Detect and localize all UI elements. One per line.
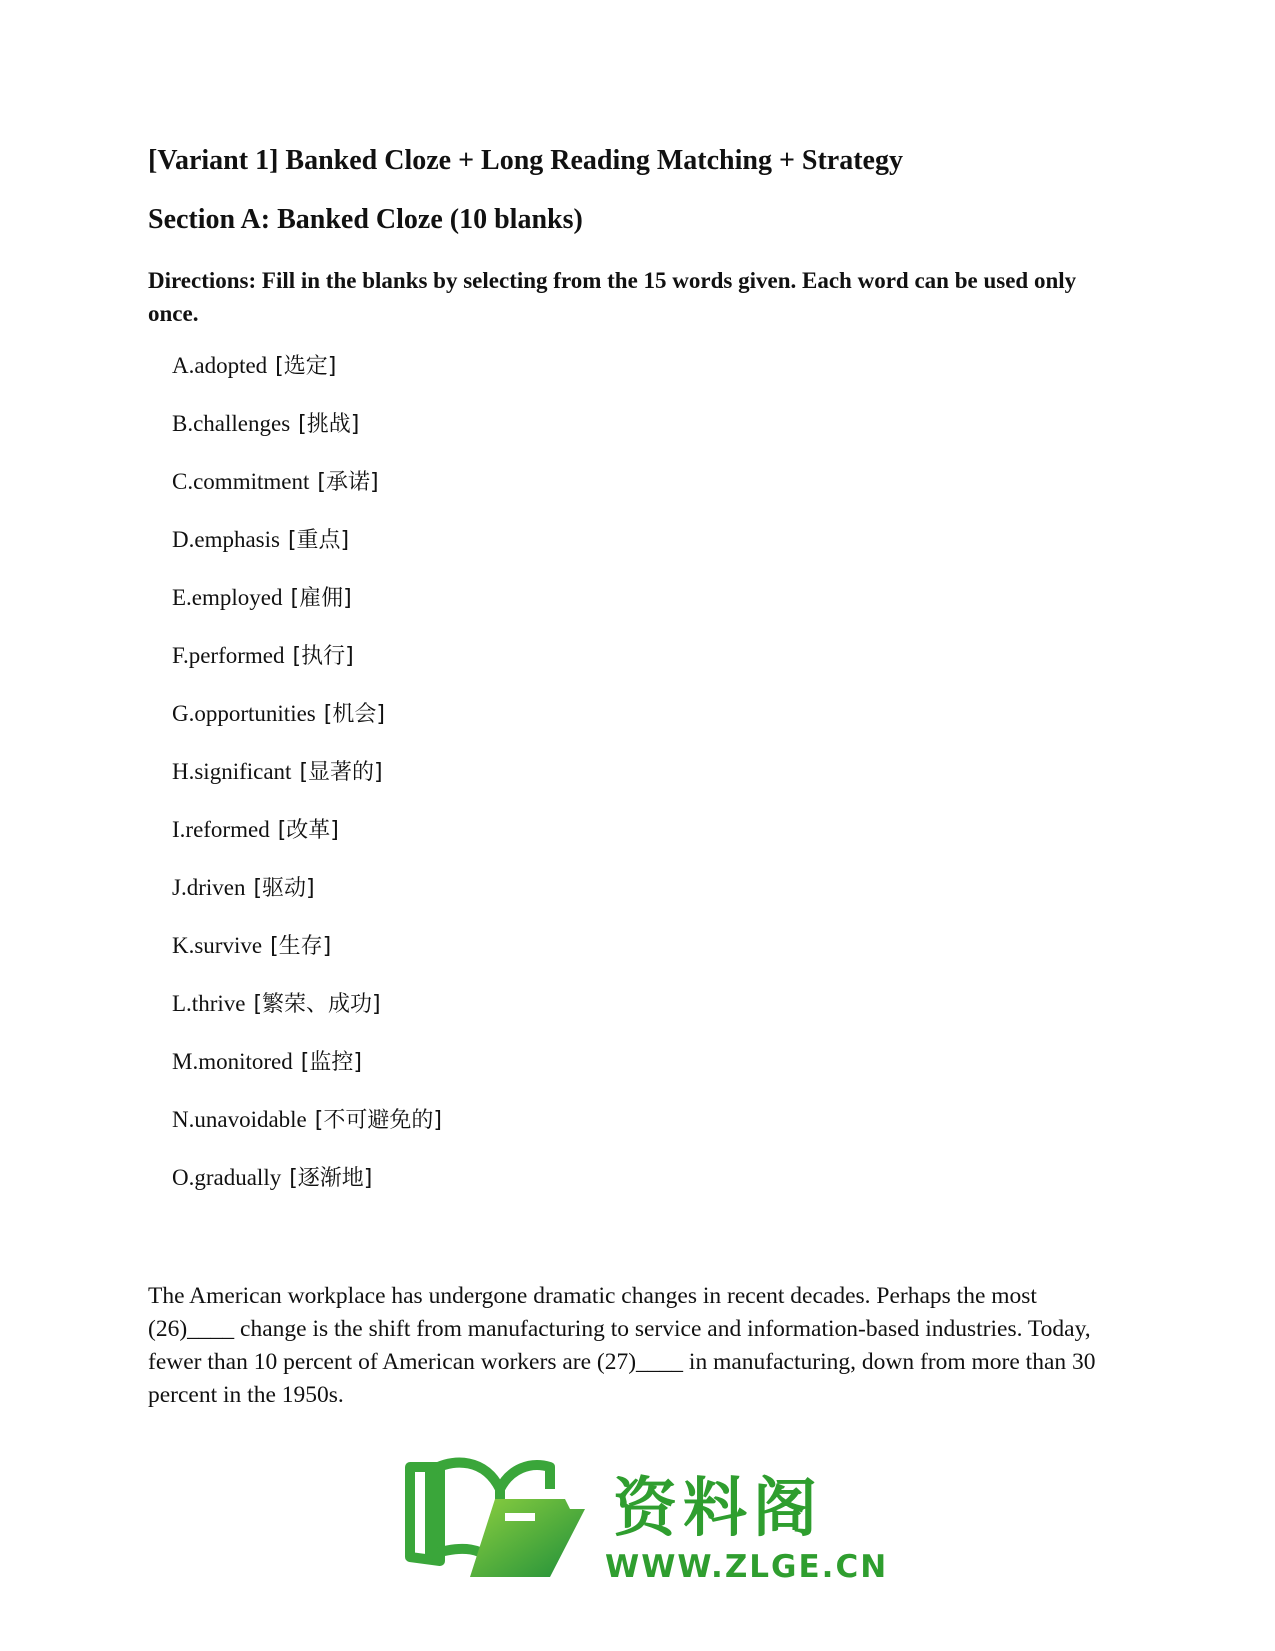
word-bank-translation: [驱动] — [253, 876, 315, 901]
word-bank-item — [172, 815, 442, 873]
word-bank-item — [172, 467, 442, 525]
word-bank-word: H.significant — [172, 759, 292, 784]
word-bank-item — [172, 757, 442, 815]
word-bank-item — [172, 641, 442, 699]
word-bank-word: L.thrive — [172, 991, 246, 1016]
word-bank-translation: [挑战] — [298, 412, 360, 437]
word-bank-word: I.reformed — [172, 817, 270, 842]
word-bank-item — [172, 1047, 442, 1105]
word-bank-item — [172, 1163, 442, 1221]
word-bank-item — [172, 525, 442, 583]
word-bank-item — [172, 351, 442, 409]
word-bank-word: K.survive — [172, 933, 263, 958]
open-book-folder-icon — [400, 1449, 600, 1589]
word-bank-word: O.gradually — [172, 1165, 282, 1190]
word-bank-translation: [承诺] — [317, 470, 379, 495]
word-bank-word: J.driven — [172, 875, 246, 900]
watermark-logo — [400, 1449, 889, 1589]
word-bank-translation: [监控] — [300, 1050, 362, 1075]
document-title: [Variant 1] Banked Cloze + Long Reading Matching + Strategy — [148, 145, 903, 176]
word-bank-word: G.opportunities — [172, 701, 316, 726]
word-bank-item — [172, 989, 442, 1047]
word-bank-word: A.adopted — [172, 353, 268, 378]
watermark-url-text: WWW.ZLGE.CN — [605, 1549, 889, 1585]
passage-text: The American workplace has undergone dramatic changes in recent decades. Perhaps the most (26)____ change is the shift from manufacturing to service and information-based industries. Today, fewer than 10 percent of American workers are (27)____ in manufacturing, down from more than 30 percent in the 1950s. — [148, 1283, 1096, 1408]
word-bank-translation: [繁荣、成功] — [253, 992, 381, 1017]
word-bank-word: D.emphasis — [172, 527, 280, 552]
word-bank-translation: [逐渐地] — [289, 1166, 373, 1191]
word-bank-translation: [选定] — [275, 354, 337, 379]
word-bank-translation: [重点] — [287, 528, 350, 553]
word-bank-translation: [不可避免的] — [314, 1108, 442, 1133]
word-bank-translation: [执行] — [292, 644, 354, 669]
word-bank-item — [172, 873, 442, 931]
word-bank-word: B.challenges — [172, 411, 291, 436]
word-bank-item — [172, 409, 442, 467]
word-bank-item — [172, 931, 442, 989]
watermark-brand-text: 资料阁 — [613, 1472, 823, 1546]
word-bank-list — [172, 351, 442, 1221]
word-bank-translation: [雇佣] — [290, 586, 352, 611]
word-bank-translation: [改革] — [277, 818, 339, 843]
word-bank-item — [172, 699, 442, 757]
word-bank-item — [172, 583, 442, 641]
directions-text: Directions: Fill in the blanks by selecting from the 15 words given. Each word can be used only once. — [148, 268, 1077, 326]
word-bank-word: C.commitment — [172, 469, 310, 494]
word-bank-translation: [显著的] — [299, 760, 383, 785]
word-bank-item — [172, 1105, 442, 1163]
word-bank-word: M.monitored — [172, 1049, 293, 1074]
word-bank-translation: [机会] — [323, 702, 385, 727]
word-bank-translation: [生存] — [270, 934, 332, 959]
section-title: Section A: Banked Cloze (10 blanks) — [148, 204, 583, 235]
word-bank-word: F.performed — [172, 643, 285, 668]
word-bank-word: N.unavoidable — [172, 1107, 307, 1132]
word-bank-word: E.employed — [172, 585, 283, 610]
